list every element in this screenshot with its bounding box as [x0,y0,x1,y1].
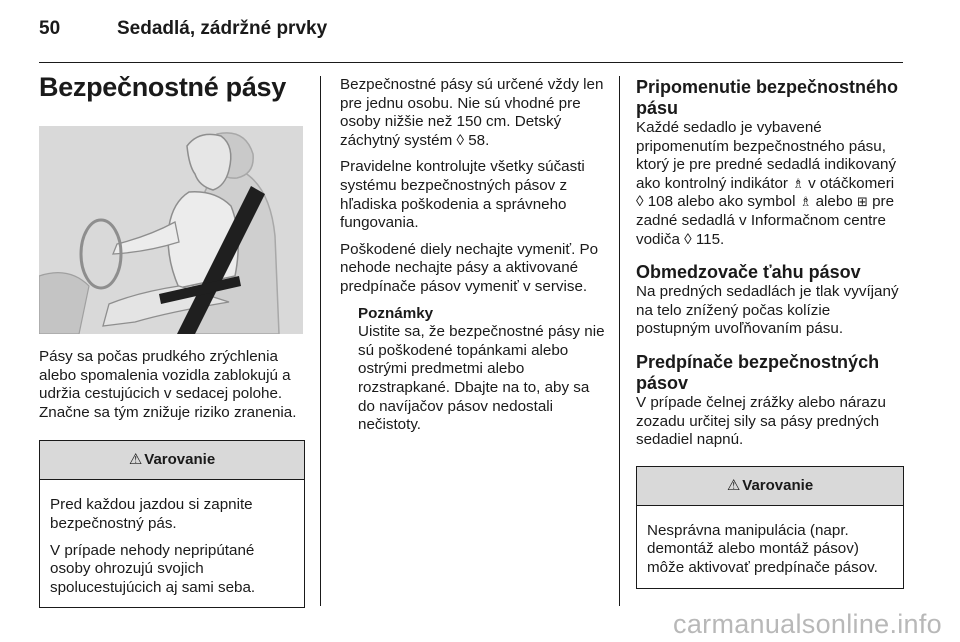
subsection-title: Predpínače bezpečnostných pásov [636,351,880,393]
warning-title: Varovanie [144,451,216,469]
text-run: pre zadné sedadlá v Informačnom centre vodiča ◊ 115. [636,193,895,248]
warning-header [637,467,903,506]
subsection-title: Obmedzovače ťahu pásov [636,262,861,283]
paragraph: Poškodené diely nechajte vymeniť. Po nehode nechajte pásy a aktivované predpínače pásov vymeniť v servise. [340,240,599,295]
text-run: alebo [811,193,857,211]
seatbelt-indicator-icon: ♗ [792,175,804,191]
warning-box [39,440,305,608]
paragraph [636,119,904,249]
column-1 [39,70,305,608]
paragraph: V prípade čelnej zrážky alebo nárazu zozadu určitej sily sa pásy predných sedadiel napnú. [636,393,886,449]
warning-body [40,480,304,607]
paragraph: Na predných sedadlách je tlak vyvíjaný na telo znížený počas kolízie postupným uvoľňovaním pásu. [636,283,899,338]
rear-seat-symbol-icon: ⊞ [856,194,868,210]
intro-paragraph: Pásy sa počas prudkého zrýchlenia alebo spomalenia vozidla zablokujú a udržia cestujúcich v sedacej polohe. Značne sa tým znižuje riziko zranenia. [39,348,297,421]
warning-paragraph: Pred každou jazdou si zapnite bezpečnostný pás. [50,496,253,532]
section-load-limiters [636,262,904,339]
section-title: Bezpečnostné pásy [39,72,286,102]
warning-box [636,466,904,589]
note-text: Uistite sa, že bezpečnostné pásy nie sú poškodené topánkami alebo ostrými predmetmi alebo rozstrapkané. Dbajte na to, aby sa do navíjačov pásov nedostali nečistoty. [358,323,605,434]
paragraph: Bezpečnostné pásy sú určené vždy len pre jednu osobu. Nie sú vhodné pre osoby nižšie než 150 cm. Detský záchytný systém ◊ 58. [340,76,604,149]
section-pretensioners [636,352,904,450]
paragraph: Pravidelne kontrolujte všetky súčasti systému bezpečnostných pásov z hľadiska poškodenia a správneho fungovania. [340,158,585,232]
column-divider-1 [320,76,321,606]
page-number: 50 [39,18,61,39]
warning-header [40,441,304,480]
text-run: Každé sedadlo je vybavené pripomenutím bezpečnostného pásu, ktorý je pre predné sedadlá indikovaný ako kontrolný indikátor [636,119,897,192]
page-header [39,18,327,40]
warning-title: Varovanie [742,476,814,494]
warning-triangle-icon: ⚠ [726,476,741,494]
column-2 [340,76,610,443]
warning-triangle-icon: ⚠ [128,451,143,469]
text-run: v otáčkomeri ◊ 108 alebo ako symbol [636,174,895,211]
note-title: Poznámky [358,304,434,322]
column-divider-2 [619,76,620,606]
watermark: carmanualsonline.info [673,609,942,639]
header-rule [39,62,903,63]
column-3 [636,77,904,589]
warning-paragraph: V prípade nehody nepripútané osoby ohrozujú svojich spolucestujúcich aj sami seba. [50,541,256,596]
note-block [340,305,610,435]
chapter-title: Sedadlá, zádržné prvky [117,18,328,39]
section-belt-reminder [636,77,904,249]
warning-body [637,506,903,588]
warning-paragraph: Nesprávna manipulácia (napr. demontáž alebo montáž pásov) môže aktivovať predpínače pásov. [647,521,878,576]
seatbelt-illustration [39,126,303,334]
subsection-title: Pripomenutie bezpečnostného pásu [636,77,899,118]
seatbelt-symbol-icon: ♗ [799,194,812,210]
